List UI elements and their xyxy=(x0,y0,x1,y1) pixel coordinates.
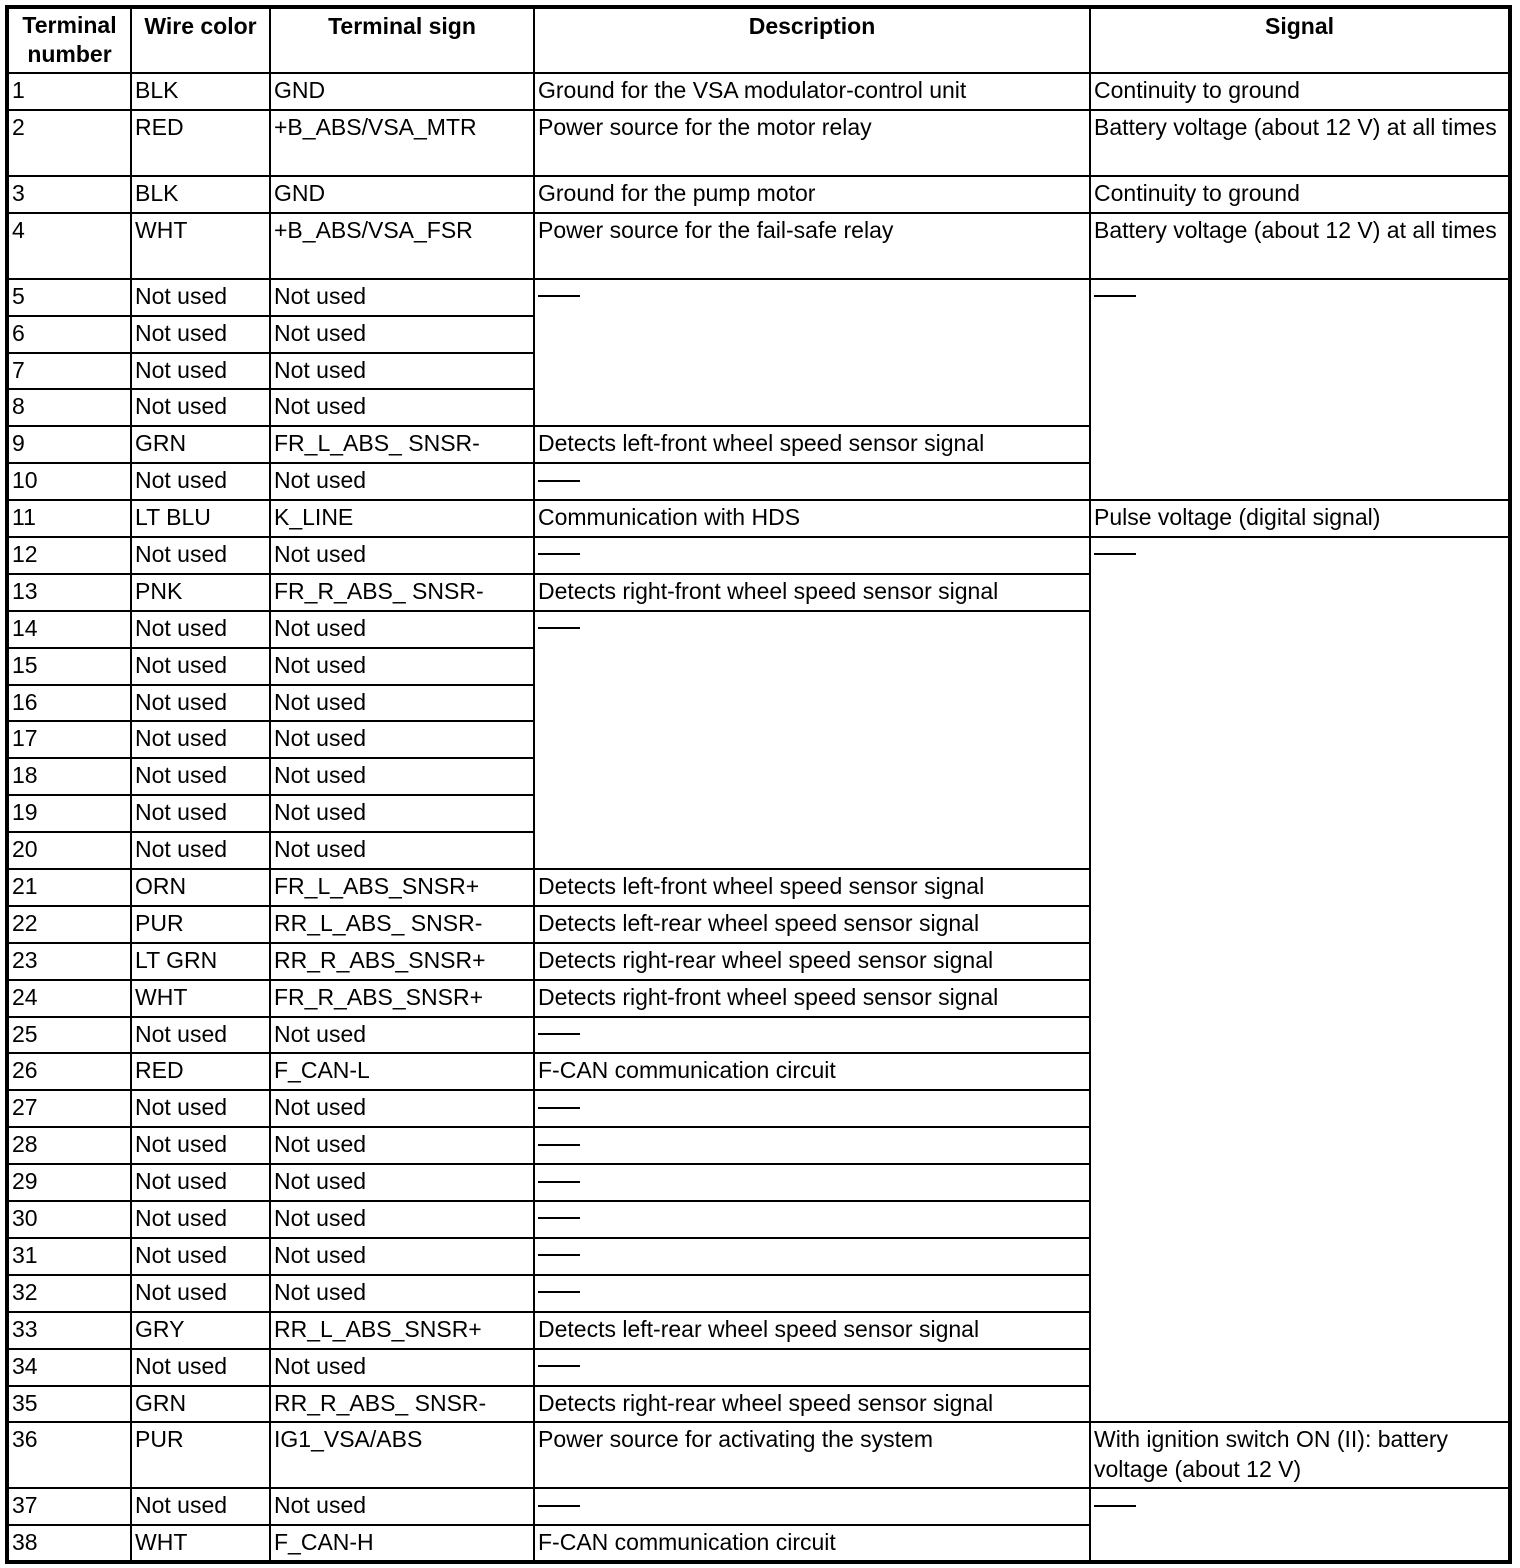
dash-mark xyxy=(538,1505,580,1507)
terminal-number-cell: 10 xyxy=(7,463,131,500)
header-terminal-number: Terminal number xyxy=(7,7,131,73)
dash-mark xyxy=(538,1291,580,1293)
wire-color-cell: WHT xyxy=(131,980,270,1017)
dash-mark xyxy=(538,480,580,482)
wire-color-cell: LT BLU xyxy=(131,500,270,537)
terminal-sign-cell: Not used xyxy=(270,648,534,685)
description-cell xyxy=(534,279,1090,427)
terminal-sign-cell: Not used xyxy=(270,832,534,869)
wire-color-cell: WHT xyxy=(131,1525,270,1562)
terminal-number-cell: 37 xyxy=(7,1488,131,1525)
wire-color-cell: Not used xyxy=(131,1488,270,1525)
terminal-sign-cell: Not used xyxy=(270,1201,534,1238)
wire-color-cell: RED xyxy=(131,1053,270,1090)
description-cell: Detects left-rear wheel speed sensor signal xyxy=(534,1312,1090,1349)
description-cell: Detects left-rear wheel speed sensor signal xyxy=(534,906,1090,943)
header-row xyxy=(7,7,1510,73)
terminal-sign-cell: +B_ABS/VSA_FSR xyxy=(270,213,534,279)
terminal-number-cell: 31 xyxy=(7,1238,131,1275)
terminal-number-cell: 36 xyxy=(7,1422,131,1488)
dash-mark xyxy=(538,1033,580,1035)
terminal-number-cell: 7 xyxy=(7,353,131,390)
terminal-number-cell: 32 xyxy=(7,1275,131,1312)
terminal-number-cell: 14 xyxy=(7,611,131,648)
description-cell: Detects right-rear wheel speed sensor signal xyxy=(534,1386,1090,1423)
header-wire-color: Wire color xyxy=(131,7,270,73)
dash-mark xyxy=(538,1181,580,1183)
table-row xyxy=(7,73,1510,110)
dash-mark xyxy=(538,1144,580,1146)
table-row xyxy=(7,1422,1510,1488)
description-cell xyxy=(534,1488,1090,1525)
terminal-number-cell: 4 xyxy=(7,213,131,279)
wire-color-cell: GRN xyxy=(131,426,270,463)
wire-color-cell: Not used xyxy=(131,832,270,869)
terminal-sign-cell: Not used xyxy=(270,721,534,758)
wire-color-cell: PUR xyxy=(131,1422,270,1488)
description-cell xyxy=(534,1275,1090,1312)
description-cell xyxy=(534,1201,1090,1238)
wire-color-cell: Not used xyxy=(131,685,270,722)
terminal-number-cell: 23 xyxy=(7,943,131,980)
table-row xyxy=(7,500,1510,537)
description-cell: Communication with HDS xyxy=(534,500,1090,537)
terminal-sign-cell: Not used xyxy=(270,611,534,648)
terminal-sign-cell: K_LINE xyxy=(270,500,534,537)
terminal-number-cell: 28 xyxy=(7,1127,131,1164)
description-cell xyxy=(534,1017,1090,1054)
wire-color-cell: Not used xyxy=(131,721,270,758)
terminal-sign-cell: FR_L_ABS_SNSR+ xyxy=(270,869,534,906)
wire-color-cell: Not used xyxy=(131,795,270,832)
wire-color-cell: BLK xyxy=(131,73,270,110)
description-cell: Detects right-front wheel speed sensor signal xyxy=(534,980,1090,1017)
wire-color-cell: ORN xyxy=(131,869,270,906)
description-cell: Power source for the fail-safe relay xyxy=(534,213,1090,279)
wire-color-cell: GRN xyxy=(131,1386,270,1423)
description-cell xyxy=(534,537,1090,574)
terminal-number-cell: 15 xyxy=(7,648,131,685)
terminal-sign-cell: Not used xyxy=(270,279,534,316)
terminal-sign-cell: FR_R_ABS_ SNSR- xyxy=(270,574,534,611)
terminal-sign-cell: GND xyxy=(270,176,534,213)
dash-mark xyxy=(538,1217,580,1219)
description-cell xyxy=(534,1349,1090,1386)
terminal-sign-cell: Not used xyxy=(270,353,534,390)
terminal-number-cell: 35 xyxy=(7,1386,131,1423)
dash-mark xyxy=(1094,553,1136,555)
signal-cell xyxy=(1090,279,1510,500)
terminal-sign-cell: GND xyxy=(270,73,534,110)
signal-cell: Battery voltage (about 12 V) at all times xyxy=(1090,110,1510,176)
terminal-sign-cell: Not used xyxy=(270,537,534,574)
terminal-number-cell: 20 xyxy=(7,832,131,869)
terminal-sign-cell: Not used xyxy=(270,1488,534,1525)
wire-color-cell: Not used xyxy=(131,1017,270,1054)
description-cell xyxy=(534,1127,1090,1164)
description-cell: Detects left-front wheel speed sensor signal xyxy=(534,426,1090,463)
terminal-sign-cell: Not used xyxy=(270,389,534,426)
wire-color-cell: Not used xyxy=(131,279,270,316)
dash-mark xyxy=(538,553,580,555)
terminal-number-cell: 16 xyxy=(7,685,131,722)
wire-color-cell: Not used xyxy=(131,316,270,353)
terminal-sign-cell: Not used xyxy=(270,463,534,500)
terminal-sign-cell: RR_L_ABS_SNSR+ xyxy=(270,1312,534,1349)
dash-mark xyxy=(1094,295,1136,297)
terminal-number-cell: 5 xyxy=(7,279,131,316)
terminal-sign-cell: Not used xyxy=(270,1090,534,1127)
wire-color-cell: Not used xyxy=(131,463,270,500)
wire-color-cell: WHT xyxy=(131,213,270,279)
terminal-number-cell: 29 xyxy=(7,1164,131,1201)
description-cell xyxy=(534,1090,1090,1127)
header-terminal-sign: Terminal sign xyxy=(270,7,534,73)
wire-color-cell: Not used xyxy=(131,611,270,648)
terminal-number-cell: 11 xyxy=(7,500,131,537)
terminal-number-cell: 2 xyxy=(7,110,131,176)
signal-cell: Pulse voltage (digital signal) xyxy=(1090,500,1510,537)
terminal-sign-cell: Not used xyxy=(270,1164,534,1201)
wire-color-cell: BLK xyxy=(131,176,270,213)
table-row xyxy=(7,176,1510,213)
wire-color-cell: Not used xyxy=(131,648,270,685)
terminal-number-cell: 25 xyxy=(7,1017,131,1054)
terminal-number-cell: 19 xyxy=(7,795,131,832)
description-cell: F-CAN communication circuit xyxy=(534,1525,1090,1562)
terminal-number-cell: 8 xyxy=(7,389,131,426)
terminal-sign-cell: Not used xyxy=(270,758,534,795)
description-cell: Power source for activating the system xyxy=(534,1422,1090,1488)
description-cell xyxy=(534,1238,1090,1275)
terminal-number-cell: 34 xyxy=(7,1349,131,1386)
wire-color-cell: Not used xyxy=(131,1275,270,1312)
terminal-number-cell: 17 xyxy=(7,721,131,758)
description-cell: Detects left-front wheel speed sensor signal xyxy=(534,869,1090,906)
terminal-number-cell: 27 xyxy=(7,1090,131,1127)
terminal-number-cell: 18 xyxy=(7,758,131,795)
description-cell: F-CAN communication circuit xyxy=(534,1053,1090,1090)
terminal-sign-cell: +B_ABS/VSA_MTR xyxy=(270,110,534,176)
table-row xyxy=(7,279,1510,316)
terminal-sign-cell: F_CAN-L xyxy=(270,1053,534,1090)
description-cell: Detects right-rear wheel speed sensor signal xyxy=(534,943,1090,980)
terminal-number-cell: 33 xyxy=(7,1312,131,1349)
terminal-number-cell: 12 xyxy=(7,537,131,574)
header-description: Description xyxy=(534,7,1090,73)
terminal-sign-cell: Not used xyxy=(270,316,534,353)
table-row xyxy=(7,110,1510,176)
table-row xyxy=(7,537,1510,574)
wire-color-cell: Not used xyxy=(131,758,270,795)
terminal-sign-cell: Not used xyxy=(270,1349,534,1386)
terminal-sign-cell: RR_R_ABS_ SNSR- xyxy=(270,1386,534,1423)
terminal-number-cell: 21 xyxy=(7,869,131,906)
terminal-sign-cell: Not used xyxy=(270,1275,534,1312)
signal-cell xyxy=(1090,1488,1510,1562)
dash-mark xyxy=(538,1254,580,1256)
wire-color-cell: GRY xyxy=(131,1312,270,1349)
dash-mark xyxy=(538,295,580,297)
wire-color-cell: Not used xyxy=(131,389,270,426)
terminal-number-cell: 30 xyxy=(7,1201,131,1238)
terminal-number-cell: 24 xyxy=(7,980,131,1017)
terminal-number-cell: 26 xyxy=(7,1053,131,1090)
terminal-number-cell: 3 xyxy=(7,176,131,213)
terminal-sign-cell: FR_R_ABS_SNSR+ xyxy=(270,980,534,1017)
wire-color-cell: Not used xyxy=(131,1127,270,1164)
wire-color-cell: PNK xyxy=(131,574,270,611)
terminal-sign-cell: Not used xyxy=(270,1017,534,1054)
description-cell xyxy=(534,463,1090,500)
description-cell xyxy=(534,611,1090,869)
signal-cell: Continuity to ground xyxy=(1090,176,1510,213)
wire-color-cell: Not used xyxy=(131,1090,270,1127)
terminal-sign-cell: IG1_VSA/ABS xyxy=(270,1422,534,1488)
header-signal: Signal xyxy=(1090,7,1510,73)
signal-cell: Battery voltage (about 12 V) at all times xyxy=(1090,213,1510,279)
terminal-number-cell: 6 xyxy=(7,316,131,353)
description-cell: Power source for the motor relay xyxy=(534,110,1090,176)
description-cell: Ground for the pump motor xyxy=(534,176,1090,213)
wire-color-cell: RED xyxy=(131,110,270,176)
wire-color-cell: Not used xyxy=(131,1201,270,1238)
terminal-number-cell: 38 xyxy=(7,1525,131,1562)
wire-color-cell: Not used xyxy=(131,1164,270,1201)
wire-color-cell: Not used xyxy=(131,1349,270,1386)
signal-cell: With ignition switch ON (II): battery voltage (about 12 V) xyxy=(1090,1422,1510,1488)
terminal-sign-cell: Not used xyxy=(270,685,534,722)
terminal-sign-cell: Not used xyxy=(270,1238,534,1275)
terminal-number-cell: 13 xyxy=(7,574,131,611)
signal-cell xyxy=(1090,537,1510,1422)
terminal-sign-cell: Not used xyxy=(270,1127,534,1164)
table-row xyxy=(7,1488,1510,1525)
signal-cell: Continuity to ground xyxy=(1090,73,1510,110)
wire-color-cell: Not used xyxy=(131,1238,270,1275)
table-row xyxy=(7,213,1510,279)
wire-color-cell: Not used xyxy=(131,353,270,390)
description-cell: Detects right-front wheel speed sensor signal xyxy=(534,574,1090,611)
terminal-sign-cell: RR_R_ABS_SNSR+ xyxy=(270,943,534,980)
terminal-sign-cell: FR_L_ABS_ SNSR- xyxy=(270,426,534,463)
terminal-sign-cell: Not used xyxy=(270,795,534,832)
terminal-sign-cell: F_CAN-H xyxy=(270,1525,534,1562)
wire-color-cell: Not used xyxy=(131,537,270,574)
dash-mark xyxy=(1094,1505,1136,1507)
description-cell xyxy=(534,1164,1090,1201)
wire-color-cell: LT GRN xyxy=(131,943,270,980)
dash-mark xyxy=(538,1107,580,1109)
description-cell: Ground for the VSA modulator-control unit xyxy=(534,73,1090,110)
dash-mark xyxy=(538,627,580,629)
dash-mark xyxy=(538,1365,580,1367)
terminal-number-cell: 22 xyxy=(7,906,131,943)
terminal-sign-cell: RR_L_ABS_ SNSR- xyxy=(270,906,534,943)
wire-color-cell: PUR xyxy=(131,906,270,943)
terminal-number-cell: 9 xyxy=(7,426,131,463)
terminal-number-cell: 1 xyxy=(7,73,131,110)
terminal-table xyxy=(5,5,1512,1564)
